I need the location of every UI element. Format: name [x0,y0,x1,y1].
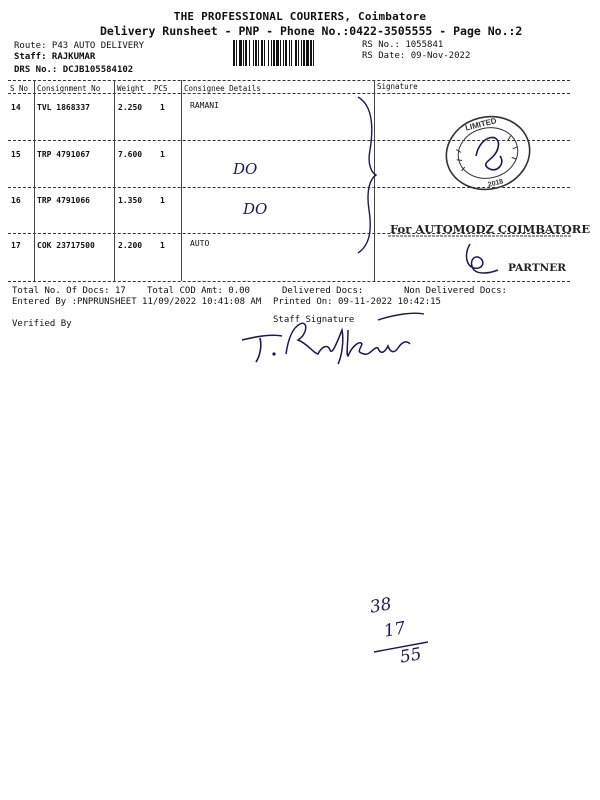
column-header-consignment: Consignment No [37,84,101,93]
row-sno: 16 [11,196,21,205]
entered-by: Entered By :PNPRUNSHEET 11/09/2022 10:41:08 AM [12,297,262,307]
row-weight: 7.600 [118,150,143,159]
column-header-consignee: Consignee Details [184,84,261,93]
tally-number: 55 [398,644,424,668]
company-title: THE PROFESSIONAL COURIERS, Coimbatore [173,10,427,23]
verified-by-label: Verified By [12,319,72,329]
row-sno: 14 [11,103,21,112]
row-sno: 15 [11,150,21,159]
route-label: Route: P43 AUTO DELIVERY [14,41,145,51]
drs-number: DRS No.: DCJB105584102 [14,65,134,75]
row-pcs: 1 [160,196,165,205]
row-pcs: 1 [160,241,165,250]
row-consignment: TRP 4791067 [37,150,90,159]
runsheet-title: Delivery Runsheet - PNP - Phone No.:0422-3505555 - Page No.:2 [100,24,523,38]
staff-signature [238,310,428,366]
handwritten-ditto: DO [233,160,258,178]
svg-text:2018: 2018 [487,178,505,189]
printed-on: Printed On: 09-11-2022 10:42:15 [273,297,441,307]
staff-label: Staff: RAJKUMAR [14,52,96,62]
stamp-role: PARTNER [508,262,566,274]
row-weight: 2.200 [118,241,143,250]
total-cod: Total COD Amt: 0.00 [147,286,250,296]
handwritten-ditto: DO [243,200,268,218]
partner-signature [462,240,502,276]
column-header-sno: S No [10,84,29,93]
stamp-underline [388,234,572,238]
row-pcs: 1 [160,103,165,112]
tally-number: 38 [368,594,394,618]
column-rule [34,80,35,281]
staff-signature-label: Staff Signature [273,315,355,325]
row-consignee: AUTO [190,239,210,248]
column-rule [114,80,115,281]
total-docs: Total No. Of Docs: 17 [12,286,126,296]
table-header-rule [8,93,570,94]
svg-text:LIMITED: LIMITED [464,116,498,133]
row-weight: 1.350 [118,196,143,205]
non-delivered-docs: Non Delivered Docs: [404,286,507,296]
barcode [232,40,354,66]
handwritten-brace [352,95,382,255]
row-pcs: 1 [160,150,165,159]
column-header-weight: Weight [117,84,145,93]
delivered-docs: Delivered Docs: [282,286,364,296]
rs-date: RS Date: 09-Nov-2022 [362,51,471,61]
table-bottom-rule [8,281,570,282]
row-consignment: COK 23717500 [37,241,95,250]
company-seal [440,112,536,194]
column-rule [181,80,182,281]
rs-number: RS No.: 1055841 [362,40,444,50]
row-consignment: TVL 1868337 [37,103,90,112]
row-sno: 17 [11,241,21,250]
table-top-rule [8,80,570,81]
row-consignee: RAMANI [190,101,219,110]
row-weight: 2.250 [118,103,143,112]
column-header-signature: Signature [377,82,418,91]
column-header-pcs: PCS [154,84,168,93]
tally-number: 17 [382,618,408,642]
row-consignment: TRP 4791066 [37,196,90,205]
stamp-company: For AUTOMODZ COIMBATORE [390,222,591,236]
